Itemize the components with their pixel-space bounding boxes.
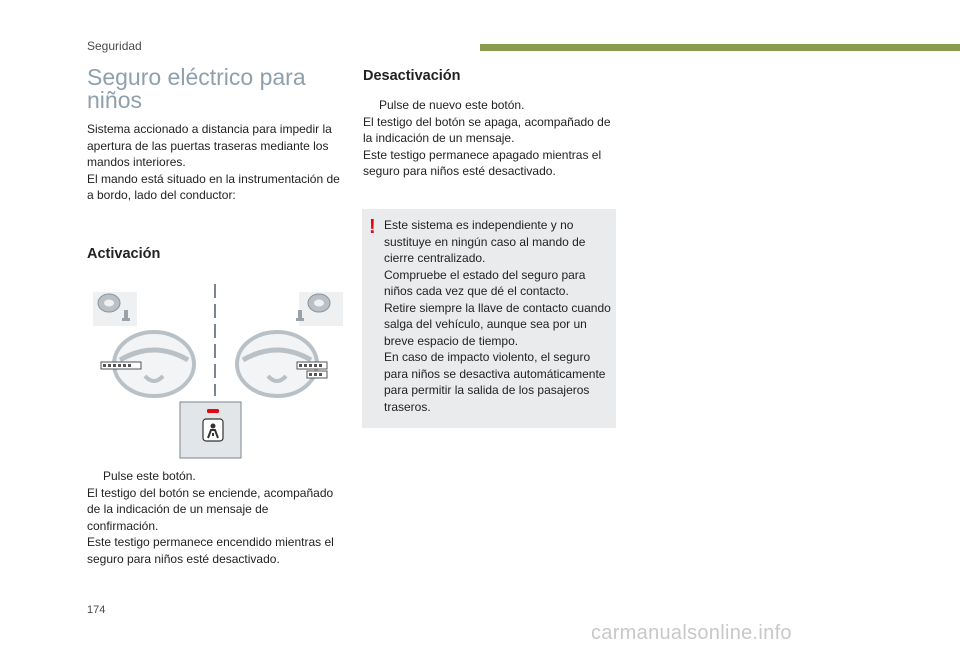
warning-line: Retire siempre la llave de contacto cuando: [384, 300, 611, 315]
intro-line: Sistema accionado a distancia para impedir la: [87, 122, 332, 136]
activation-line: El testigo del botón se enciende, acompañado: [87, 485, 334, 500]
intro-line: a bordo, lado del conductor:: [87, 188, 236, 202]
deactivation-line: Este testigo permanece apagado mientras el: [363, 147, 602, 162]
deactivation-heading: Desactivación: [363, 68, 461, 84]
warning-line: Compruebe el estado del seguro para: [384, 267, 586, 282]
page-number: 174: [87, 604, 106, 616]
warning-line: Este sistema es independiente y no: [384, 218, 574, 232]
warning-line: traseros.: [384, 399, 431, 414]
page-title: Seguro eléctrico para niños: [87, 64, 306, 113]
activation-line: confirmación.: [87, 518, 159, 533]
intro-paragraph: [87, 121, 345, 204]
section-header: Seguridad: [87, 39, 142, 53]
dashboard-diagram: [87, 278, 347, 460]
right-steering-small-icon: [296, 292, 343, 326]
exclamation-icon: !: [369, 216, 376, 238]
deactivation-line: seguro para niños esté desactivado.: [363, 164, 556, 178]
activation-bullet-text: Pulse este botón.: [103, 469, 196, 483]
deactivation-line: la indicación de un mensaje.: [363, 131, 515, 145]
warning-text: [384, 217, 612, 415]
warning-line: niños cada vez que dé el contacto.: [384, 284, 569, 298]
warning-line: salga del vehículo, aunque sea por un: [384, 317, 587, 331]
warning-line: para permitir la salida de los pasajeros: [384, 383, 590, 397]
left-steering-wheel-icon: [101, 332, 194, 396]
warning-line: En caso de impacto violento, el seguro: [384, 350, 591, 364]
warning-line: cierre centralizado.: [384, 251, 486, 265]
deactivation-bullet-text: Pulse de nuevo este botón.: [379, 98, 525, 112]
intro-line: mandos interiores.: [87, 155, 186, 169]
watermark: carmanualsonline.info: [591, 622, 792, 644]
right-steering-wheel-icon: [237, 332, 327, 396]
warning-line: sustituye en ningún caso al mando de: [384, 234, 586, 249]
warning-line: breve espacio de tiempo.: [384, 333, 519, 348]
deactivation-paragraph: [363, 97, 618, 180]
header-accent-bar: [480, 44, 960, 51]
deactivation-line: El testigo del botón se apaga, acompañado de: [363, 114, 611, 129]
child-lock-button-icon: [180, 402, 241, 458]
activation-heading: Activación: [87, 246, 161, 262]
intro-line: El mando está situado en la instrumentación de: [87, 171, 340, 186]
activation-line: de la indicación de un mensaje de: [87, 502, 269, 516]
intro-line: apertura de las puertas traseras mediante los: [87, 138, 329, 153]
activation-paragraph: [87, 468, 345, 567]
warning-line: para niños se desactiva automáticamente: [384, 366, 606, 381]
left-steering-small-icon: [93, 292, 137, 326]
activation-line: Este testigo permanece encendido mientras el: [87, 535, 334, 549]
activation-line: seguro para niños esté desactivado.: [87, 551, 280, 566]
deactivation-bullet: [363, 97, 618, 114]
activation-bullet: [87, 468, 345, 485]
warning-box: [362, 209, 616, 428]
